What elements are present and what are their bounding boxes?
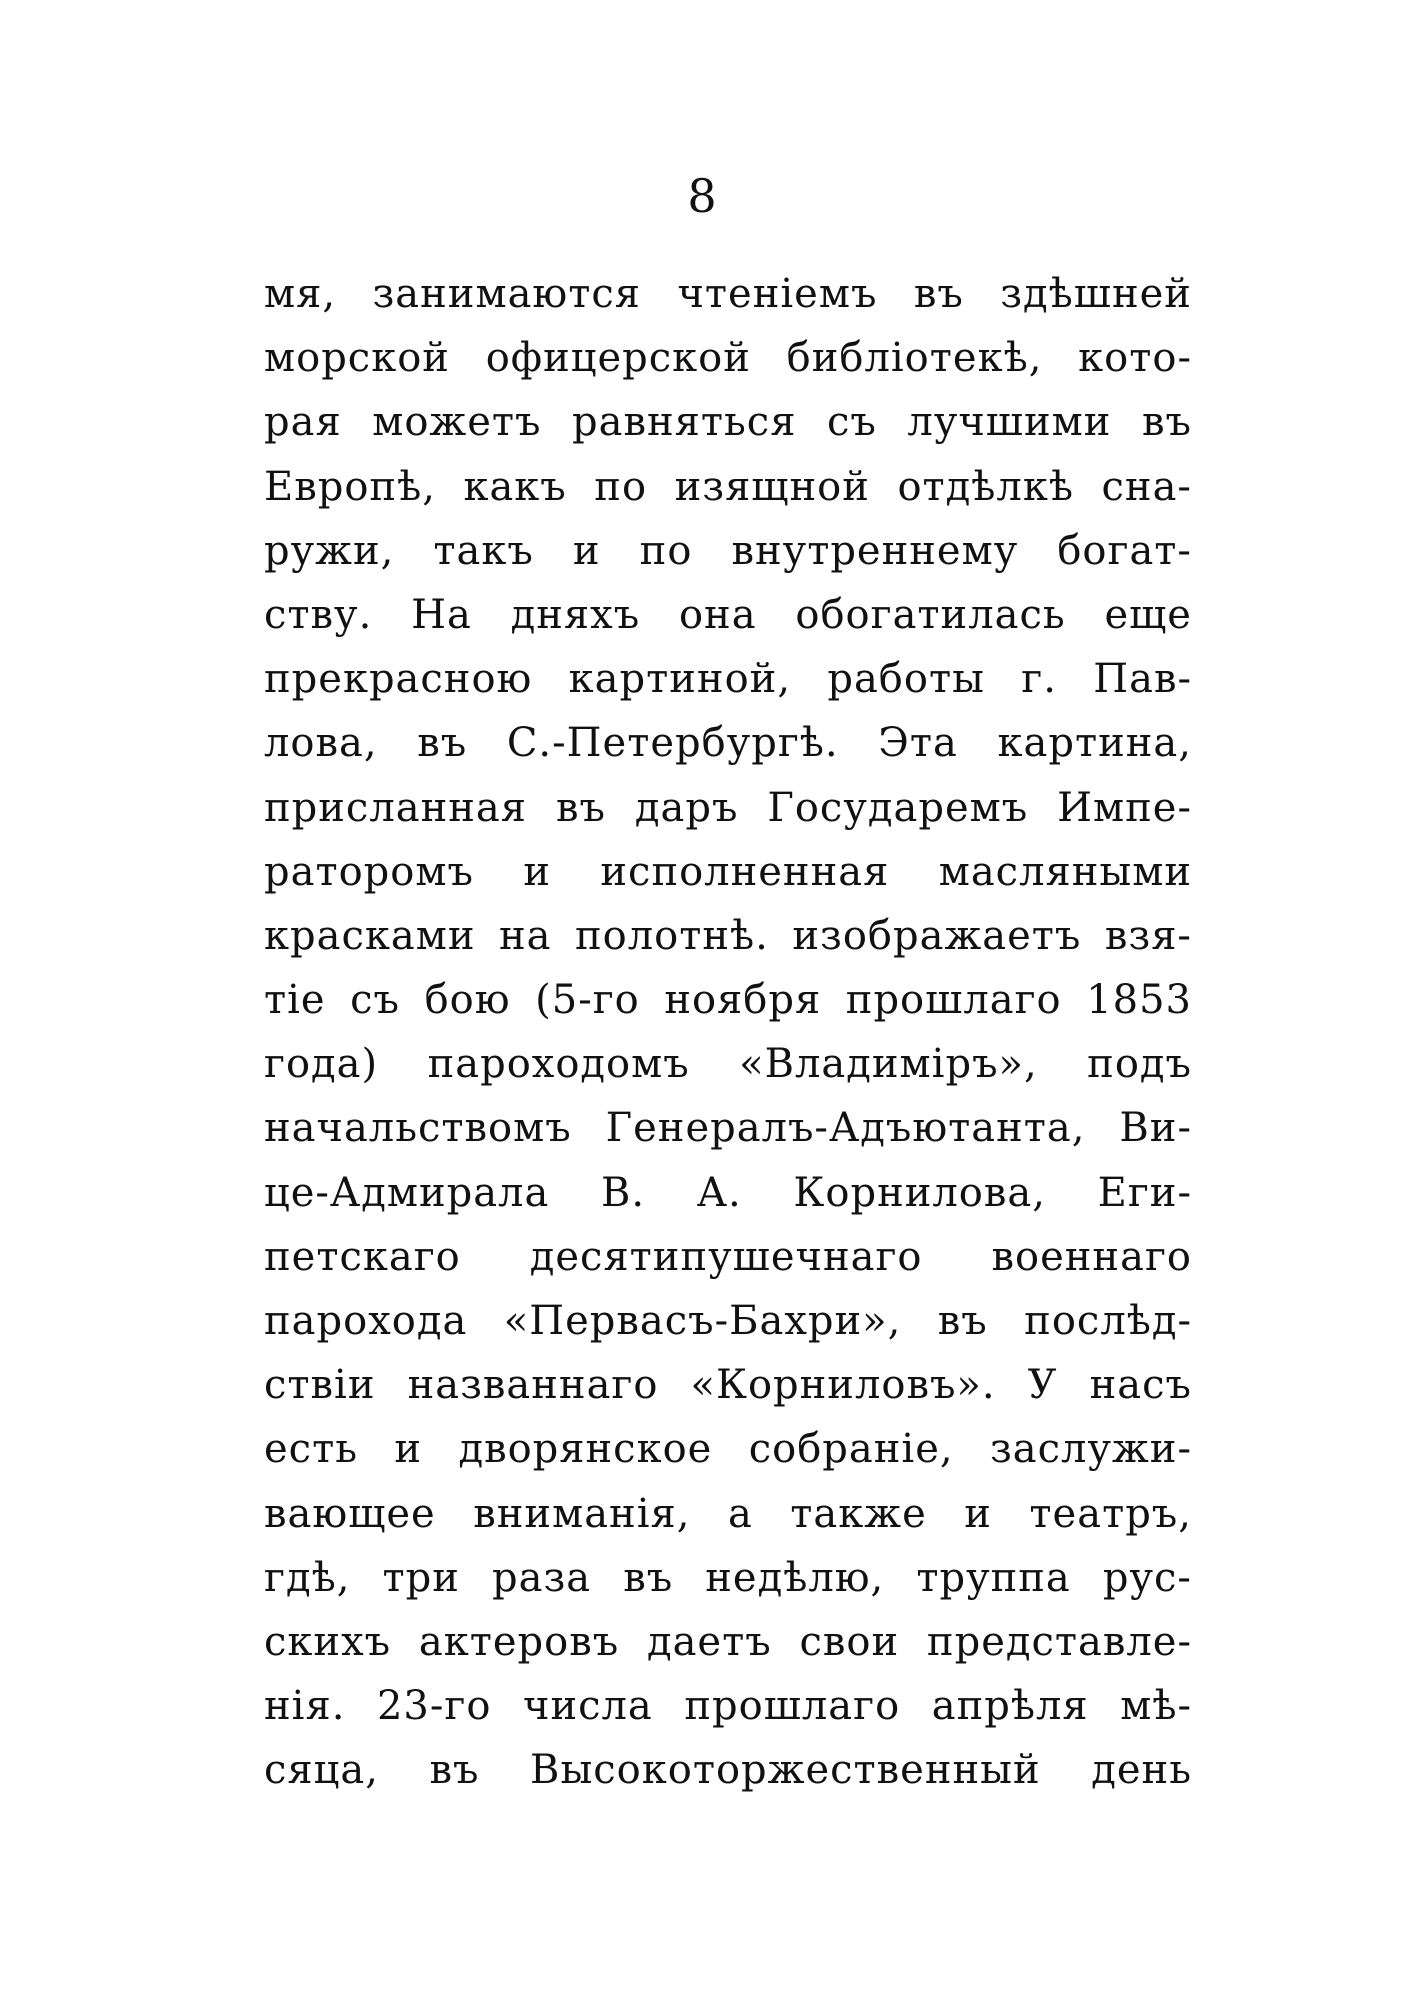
- word: петскаго: [264, 1233, 461, 1280]
- word: полотнѣ.: [575, 912, 769, 959]
- word: на: [498, 912, 552, 959]
- word: по: [594, 463, 648, 510]
- word: офицерской: [485, 335, 751, 382]
- word: три: [382, 1554, 460, 1601]
- word: морской: [264, 335, 450, 382]
- word: актеровъ: [418, 1618, 620, 1665]
- word: прошлаго: [684, 1683, 901, 1730]
- word: названнаго: [407, 1362, 659, 1409]
- word: бою: [424, 977, 511, 1024]
- word: и: [964, 1490, 992, 1537]
- word: А.: [696, 1169, 742, 1216]
- text-line: [264, 1096, 1192, 1160]
- word: какъ: [463, 463, 567, 510]
- text-line: [264, 519, 1192, 583]
- word: мя,: [264, 271, 337, 317]
- word: также: [790, 1490, 927, 1537]
- word: Пав-: [1093, 656, 1192, 703]
- word: даръ: [634, 784, 739, 831]
- text-line: [264, 968, 1192, 1032]
- word: рая: [264, 399, 342, 446]
- word: изящной: [674, 463, 870, 510]
- word: «Корниловъ».: [690, 1362, 996, 1409]
- word: занимаются: [372, 271, 642, 317]
- word: С.-Петербургѣ.: [506, 720, 839, 767]
- word: дворянское: [458, 1426, 713, 1473]
- word: дняхъ: [510, 591, 641, 638]
- body-text: [264, 262, 1192, 1803]
- word: ству.: [264, 591, 373, 638]
- word: въ: [429, 1747, 480, 1794]
- word: лучшими: [907, 399, 1112, 446]
- word: кото-: [1078, 335, 1192, 382]
- word: (5-го: [535, 977, 640, 1024]
- text-line: [264, 262, 1192, 326]
- word: числа: [523, 1683, 653, 1730]
- text-line: [264, 1482, 1192, 1546]
- word: Импе-: [1057, 784, 1192, 831]
- text-line: [264, 711, 1192, 775]
- text-line: [264, 1161, 1192, 1225]
- word: «Первасъ-Бахри»,: [503, 1298, 902, 1344]
- word: въ: [937, 1298, 988, 1344]
- text-line: [264, 583, 1192, 647]
- word: и: [572, 527, 601, 574]
- word: 1853: [1086, 977, 1192, 1024]
- word: раза: [491, 1554, 592, 1601]
- word: картиной,: [568, 656, 792, 703]
- word: она: [678, 591, 757, 638]
- word: прошлаго: [845, 977, 1062, 1024]
- word: а: [727, 1490, 753, 1537]
- text-line: [264, 840, 1192, 904]
- word: можетъ: [372, 399, 542, 446]
- word: раторомъ: [264, 848, 474, 895]
- text-line: [264, 1738, 1192, 1802]
- word: внутреннему: [731, 527, 1019, 574]
- word: богат-: [1057, 527, 1192, 574]
- page-number: 8: [687, 169, 717, 223]
- word: Высокоторжественный: [530, 1747, 1041, 1794]
- text-line: [264, 390, 1192, 454]
- word: и: [523, 848, 551, 895]
- word: исполненная: [600, 848, 890, 895]
- text-line: [264, 1353, 1192, 1417]
- word: Ви-: [1119, 1105, 1192, 1152]
- word: въ: [1141, 399, 1192, 446]
- word: послѣд-: [1024, 1298, 1192, 1344]
- text-line: [264, 904, 1192, 968]
- word: це-Адмирала: [264, 1169, 550, 1216]
- word: лова,: [264, 720, 378, 767]
- word: Корнилова,: [793, 1169, 1046, 1216]
- text-line: [264, 647, 1192, 711]
- word: еще: [1104, 591, 1192, 638]
- word: ружи,: [264, 527, 395, 574]
- text-line: [264, 1417, 1192, 1481]
- word: и: [394, 1426, 423, 1473]
- word: равняться: [572, 399, 797, 446]
- word: здѣшней: [1000, 271, 1192, 317]
- word: г.: [1021, 656, 1057, 703]
- word: апрѣля: [931, 1683, 1089, 1730]
- word: 23-го: [376, 1683, 492, 1730]
- word: работы: [827, 656, 985, 703]
- word: Европѣ,: [264, 463, 436, 510]
- word: есть: [264, 1426, 358, 1473]
- word: сна-: [1101, 463, 1192, 510]
- word: военнаго: [991, 1233, 1192, 1280]
- word: Еги-: [1097, 1169, 1192, 1216]
- word: скихъ: [264, 1618, 392, 1665]
- word: недѣлю,: [705, 1554, 885, 1601]
- word: представле-: [926, 1618, 1192, 1665]
- word: съ: [827, 399, 877, 446]
- word: сяца,: [264, 1747, 379, 1794]
- word: В.: [600, 1169, 646, 1216]
- word: даетъ: [646, 1618, 772, 1665]
- word: На: [411, 591, 472, 638]
- word: начальствомъ: [264, 1105, 572, 1152]
- word: десятипушечнаго: [529, 1233, 923, 1280]
- word: парохода: [264, 1298, 468, 1344]
- text-line: [264, 1674, 1192, 1738]
- word: изображаетъ: [792, 912, 1082, 959]
- word: отдѣлкѣ: [897, 463, 1074, 510]
- word: театръ,: [1029, 1490, 1192, 1537]
- text-line: [264, 1032, 1192, 1096]
- word: такъ: [433, 527, 534, 574]
- text-line: [264, 1546, 1192, 1610]
- word: красками: [264, 912, 476, 959]
- word: подъ: [1087, 1041, 1192, 1088]
- word: съ: [350, 977, 401, 1024]
- word: мѣ-: [1120, 1683, 1192, 1730]
- word: тіе: [264, 977, 326, 1024]
- word: вниманія,: [473, 1490, 691, 1537]
- word: пароходомъ: [427, 1041, 690, 1088]
- word: заслужи-: [989, 1426, 1192, 1473]
- word: въ: [555, 784, 606, 831]
- word: присланная: [264, 784, 527, 831]
- word: Эта: [878, 720, 958, 767]
- word: чтеніемъ: [677, 271, 878, 317]
- word: ствіи: [264, 1362, 376, 1409]
- word: ноября: [664, 977, 822, 1024]
- word: гдѣ,: [264, 1554, 351, 1601]
- text-line: [264, 326, 1192, 390]
- text-line: [264, 1225, 1192, 1289]
- word: труппа: [916, 1554, 1071, 1601]
- word: вающее: [264, 1490, 436, 1537]
- text-line: [264, 455, 1192, 519]
- word: въ: [623, 1554, 674, 1601]
- word: въ: [913, 271, 964, 317]
- word: обогатилась: [795, 591, 1066, 638]
- text-line: [264, 1289, 1192, 1353]
- word: насъ: [1089, 1362, 1192, 1409]
- word: У: [1027, 1362, 1058, 1409]
- word: взя-: [1104, 912, 1192, 959]
- word: нія.: [264, 1683, 346, 1730]
- word: свои: [799, 1618, 900, 1665]
- word: Государемъ: [767, 784, 1029, 831]
- word: собраніе,: [748, 1426, 954, 1473]
- word: прекрасною: [264, 656, 533, 703]
- text-line: [264, 1610, 1192, 1674]
- word: «Владиміръ»,: [739, 1041, 1038, 1088]
- text-line: [264, 776, 1192, 840]
- word: масляными: [938, 848, 1192, 895]
- word: день: [1091, 1747, 1192, 1794]
- word: года): [264, 1041, 379, 1088]
- word: по: [639, 527, 693, 574]
- word: библіотекѣ,: [786, 335, 1043, 382]
- word: Генералъ-Адъютанта,: [605, 1105, 1086, 1152]
- word: рус-: [1102, 1554, 1192, 1601]
- word: въ: [417, 720, 468, 767]
- word: картина,: [997, 720, 1192, 767]
